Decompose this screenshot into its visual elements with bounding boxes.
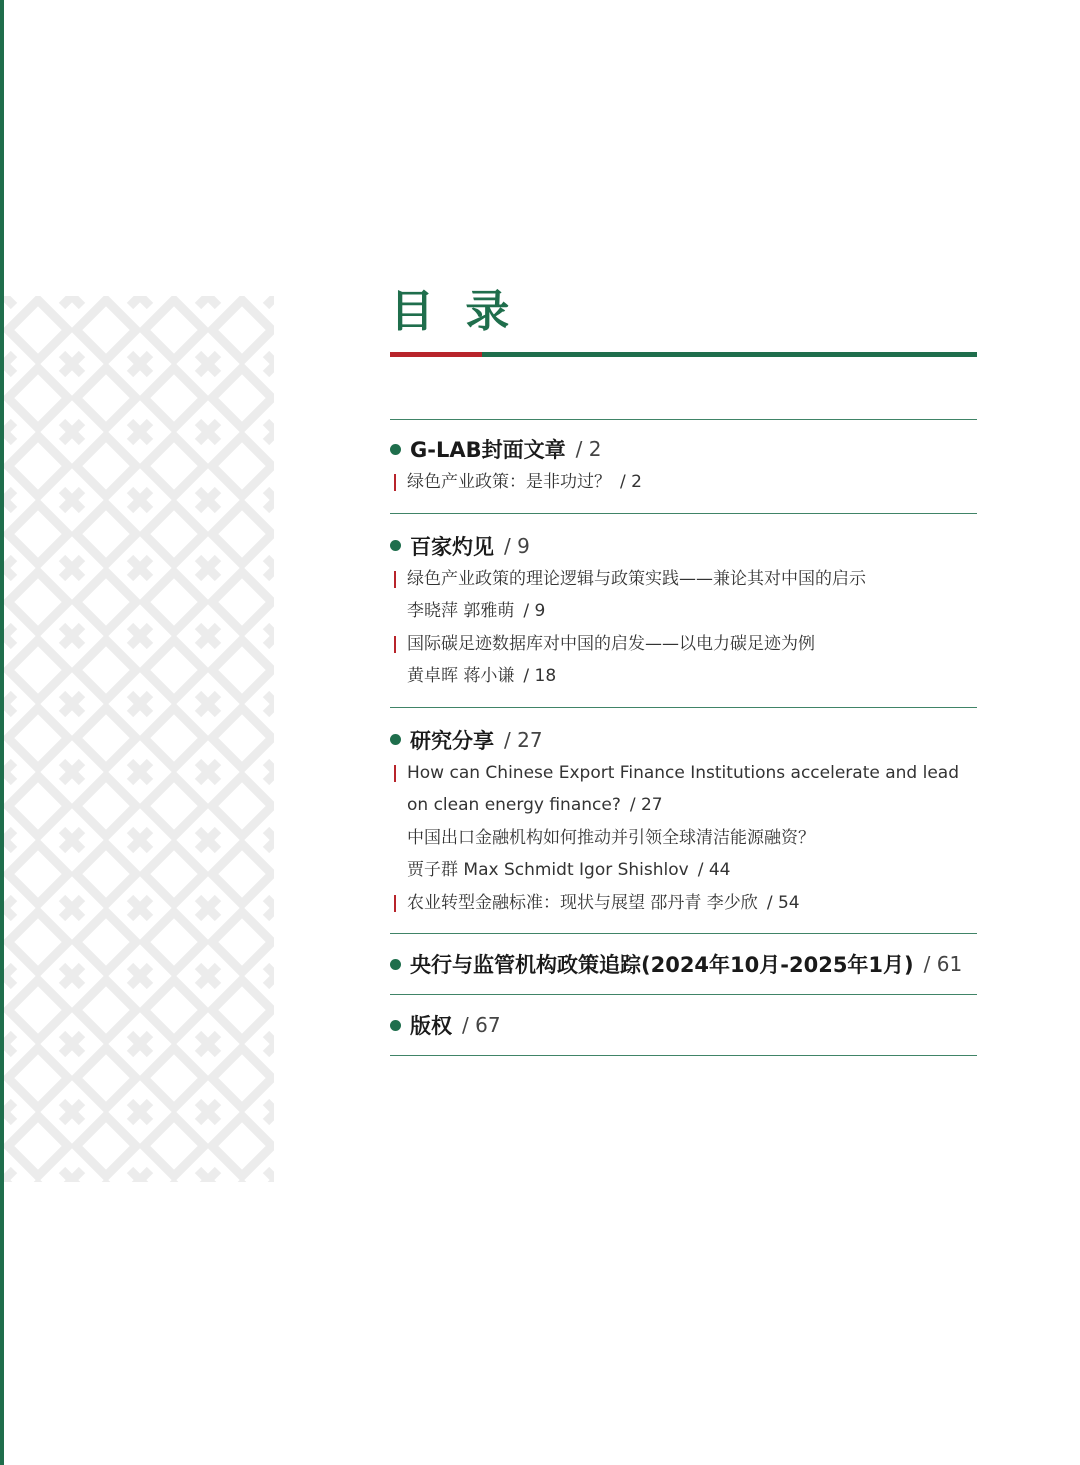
section-page-number: / 67	[462, 1013, 501, 1037]
entry-page-number: / 27	[629, 795, 663, 815]
section-page-number: / 61	[923, 952, 963, 976]
table-of-contents	[390, 280, 977, 1056]
entry-text: 绿色产业政策：是非功过？	[407, 472, 611, 492]
spacer	[390, 357, 977, 419]
toc-entry[interactable]	[390, 757, 977, 790]
section-title: 版权	[410, 1014, 452, 1038]
divider	[390, 994, 977, 995]
bullet-dot-icon	[390, 444, 401, 455]
entry-text: 农业转型金融标准：现状与展望 邵丹青 李少欣	[407, 892, 758, 913]
page-title: 目 录	[390, 286, 518, 337]
section-title: 百家灼见	[410, 534, 494, 559]
toc-section	[390, 708, 977, 934]
entry-page-number: / 54	[766, 892, 800, 913]
toc-section	[390, 514, 977, 707]
toc-entry[interactable]	[390, 466, 977, 499]
entry-page-number: / 44	[697, 860, 731, 880]
entry-authors: 李晓萍 郭雅萌	[407, 601, 515, 621]
toc-entry-translation[interactable]	[390, 822, 977, 855]
entry-authors: 贾子群 Max Schmidt Igor Shishlov	[407, 860, 689, 880]
section-heading[interactable]	[390, 529, 977, 563]
entry-text: 绿色产业政策的理论逻辑与政策实践——兼论其对中国的启示	[407, 568, 866, 589]
section-heading[interactable]	[390, 1008, 977, 1042]
divider	[390, 933, 977, 934]
bullet-dot-icon	[390, 734, 401, 745]
section-title: 央行与监管机构政策追踪(2024年10月-2025年1月)	[410, 953, 914, 977]
toc-section	[390, 420, 977, 513]
bullet-dot-icon	[390, 959, 401, 970]
toc-entry-authors[interactable]	[390, 595, 977, 628]
entry-page-number: / 2	[620, 472, 642, 492]
title-underline	[390, 352, 977, 357]
section-heading[interactable]	[390, 723, 977, 757]
toc-entry[interactable]	[390, 887, 977, 920]
entry-text: How can Chinese Export Finance Institutions accelerate and lead	[407, 762, 960, 783]
entry-authors: 黄卓晖 蒋小谦	[407, 666, 515, 686]
divider	[390, 419, 977, 420]
entry-page-number: / 18	[523, 666, 557, 686]
toc-section	[390, 934, 977, 994]
section-heading[interactable]	[390, 432, 977, 466]
divider	[390, 513, 977, 514]
section-page-number: / 9	[504, 533, 530, 558]
toc-entry-continued[interactable]	[390, 789, 977, 822]
section-page-number: / 27	[504, 727, 543, 752]
section-title: 研究分享	[410, 728, 494, 753]
toc-entry-authors[interactable]	[390, 660, 977, 693]
section-page-number: / 2	[575, 437, 602, 461]
divider	[390, 1055, 977, 1056]
toc-entry[interactable]	[390, 628, 977, 661]
section-heading[interactable]	[390, 947, 977, 981]
divider	[390, 707, 977, 708]
bullet-dot-icon	[390, 540, 401, 551]
entry-page-number: / 9	[523, 601, 546, 621]
toc-entry[interactable]	[390, 563, 977, 596]
bullet-dot-icon	[390, 1020, 401, 1031]
entry-text: on clean energy finance?	[407, 795, 621, 815]
toc-section	[390, 995, 977, 1055]
toc-entry-authors[interactable]	[390, 854, 977, 887]
decorative-lattice-pattern	[4, 296, 274, 1182]
title-underline-red	[390, 352, 482, 357]
entry-text: 中国出口金融机构如何推动并引领全球清洁能源融资？	[407, 827, 815, 848]
section-title: G-LAB封面文章	[410, 438, 566, 462]
entry-text: 国际碳足迹数据库对中国的启发——以电力碳足迹为例	[407, 633, 815, 654]
